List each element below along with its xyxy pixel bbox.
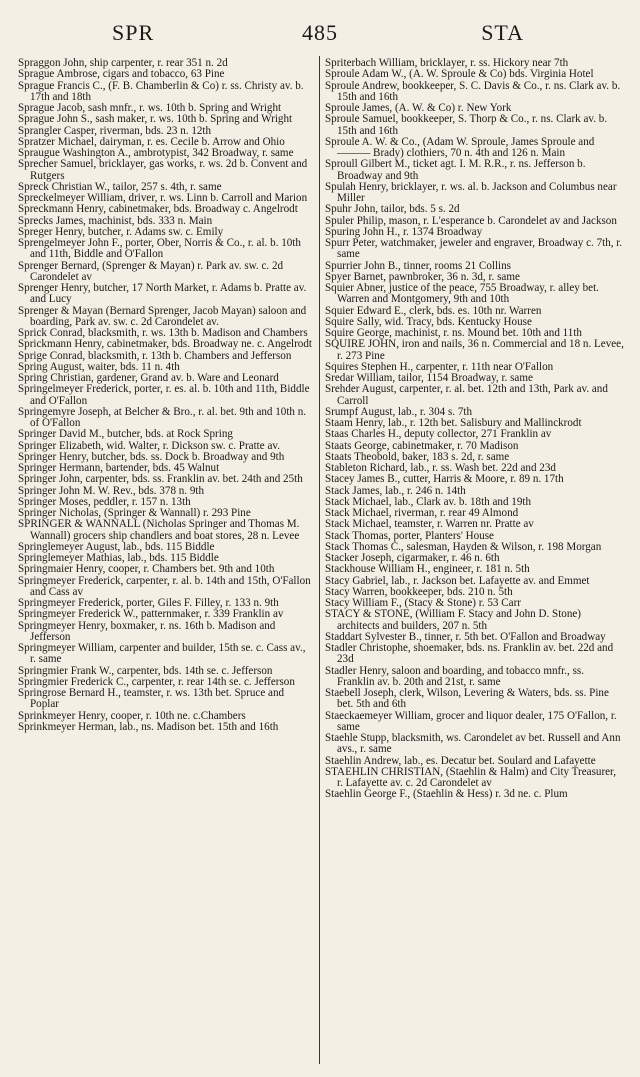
directory-entry: Springelmeyer Frederick, porter, r. es. al. b. 10th and 11th, Biddle and O'Fallon [18, 383, 310, 407]
directory-entry: SPRINGER & WANNALL (Nicholas Springer and Thomas M. Wannall) grocers ship chandlers and boat stores, 28 n. Levee [18, 518, 300, 542]
directory-entry: Spuler Philip, mason, r. L'esperance b. Carondelet av and Jackson [325, 214, 617, 227]
directory-entry: Squires Stephen H., carpenter, r. 11th near O'Fallon [325, 360, 554, 373]
directory-entry: Spriterbach William, bricklayer, r. ss. Hickory near 7th [325, 58, 569, 69]
directory-entry: Springer Hermann, bartender, bds. 45 Walnut [18, 462, 220, 474]
directory-entry: Stack Michael, riverman, r. rear 49 Almond [325, 507, 519, 519]
directory-entry: Staam Henry, lab., r. 12th bet. Salisbury and Mallinckrodt [325, 417, 582, 429]
directory-entry: Springlemeyer Mathias, lab., bds. 115 Biddle [18, 552, 219, 564]
directory-entry: Spraggon John, ship carpenter, r. rear 351 n. 2d [18, 58, 228, 69]
directory-entry: STAEHLIN CHRISTIAN, (Staehlin & Halm) and City Treasurer, r. Lafayette av. c. 2d Carondelet av [325, 765, 617, 789]
directory-entry: Stack Thomas C., salesman, Hayden & Wilson, r. 198 Morgan [325, 540, 602, 553]
directory-entry: Springer Henry, butcher, bds. ss. Dock b. Broadway and 9th [18, 450, 285, 463]
directory-entry: Sprecher Samuel, bricklayer, gas works, r. ws. 2d b. Convent and Rutgers [18, 158, 308, 182]
directory-entry: Sprinkmeyer Herman, lab., ns. Madison bet. 15th and 16th [18, 720, 279, 733]
directory-entry: Spreck Christian W., tailor, 257 s. 4th, r. same [18, 180, 222, 193]
directory-entry: Spreckelmeyer William, driver, r. ws. Linn b. Carroll and Marion [18, 192, 308, 204]
directory-entry: Sprague Francis C., (F. B. Chamberlin & Co) r. ss. Christy av. b. 17th and 18th [18, 79, 304, 103]
directory-entry: Sprenger Henry, butcher, 17 North Market, r. Adams b. Pratte av. and Lucy [18, 282, 307, 306]
directory-entry: Stacey James B., cutter, Harris & Moore, r. 89 n. 17th [325, 473, 564, 486]
directory-entry: SQUIRE JOHN, iron and nails, 36 n. Commercial and 18 n. Levee, r. 273 Pine [325, 338, 624, 362]
directory-entry: Springer John M. W. Rev., bds. 378 n. 9th [18, 484, 205, 497]
directory-entry: Sproule Samuel, bookkeeper, S. Thorp & Co., r. ns. Clark av. b. 15th and 16th [325, 113, 608, 137]
directory-entry: Srehder August, carpenter, r. al. bet. 12th and 13th, Park av. and Carroll [325, 383, 608, 407]
directory-entry: Stack Michael, teamster, r. Warren nr. Pratte av [325, 518, 534, 531]
directory-entry: Sproule James, (A. W. & Co) r. New York [325, 102, 512, 114]
directory-entry: Springer Moses, peddler, r. 157 n. 13th [18, 495, 191, 508]
directory-entry: Sprenger & Mayan (Bernard Sprenger, Jacob Mayan) saloon and boarding, Park av. sw. c. 2d Carondelet av. [18, 304, 307, 328]
header-right-guide: STA [481, 20, 524, 45]
directory-entry: Springmeyer William, carpenter and builder, 15th se. c. Cass av., r. same [18, 642, 306, 666]
directory-entry: Stack Michael, lab., Clark av. b. 18th and 19th [325, 495, 532, 508]
directory-entry: Squire George, machinist, r. ns. Mound bet. 10th and 11th [325, 327, 582, 339]
directory-entry: Staeckaemeyer William, grocer and liquor dealer, 175 O'Fallon, r. same [325, 709, 617, 733]
left-column [18, 58, 313, 1063]
directory-entry: Springlemeyer August, lab., bds. 115 Biddle [18, 540, 215, 553]
directory-entry: Stack James, lab., r. 246 n. 14th [325, 484, 466, 497]
directory-entry: Springmier Frederick C., carpenter, r. rear 14th se. c. Jefferson [18, 675, 295, 688]
directory-entry: Srumpf August, lab., r. 304 s. 7th [325, 405, 472, 418]
directory-entry: Springmeyer Frederick, carpenter, r. al. b. 14th and 15th, O'Fallon and Cass av [18, 574, 311, 598]
directory-entry: Springrose Bernard H., teamster, r. ws. 13th bet. Spruce and Poplar [18, 687, 285, 711]
directory-entry: STACY & STONE, (William F. Stacy and John D. Stone) architects and builders, 207 n. 5th [325, 608, 582, 632]
directory-entry: Sprenger Bernard, (Sprenger & Mayan) r. Park av. sw. c. 2d Carondelet av [18, 259, 284, 283]
directory-entry: Staehle Stupp, blacksmith, ws. Carondelet av bet. Russell and Ann avs., r. same [325, 732, 621, 756]
directory-entry: Stack Thomas, porter, Planters' House [325, 529, 494, 542]
directory-entry: Spreckmann Henry, cabinetmaker, bds. Broadway c. Angelrodt [18, 203, 298, 216]
directory-entry: Squire Sally, wid. Tracy, bds. Kentucky House [325, 315, 532, 328]
directory-entry: Springer David M., butcher, bds. at Rock Spring [18, 428, 233, 441]
directory-entry: Staas Charles H., deputy collector, 271 Franklin av [325, 428, 552, 441]
directory-entry: Stacy Warren, bookkeeper, bds. 210 n. 5th [325, 585, 513, 598]
directory-entry: Staehlin George F., (Staehlin & Hess) r. 3d ne. c. Plum [325, 788, 568, 801]
directory-entry: Stacker Joseph, cigarmaker, r. 46 n. 6th [325, 552, 500, 564]
directory-entry: Spring August, waiter, bds. 11 n. 4th [18, 360, 180, 373]
directory-entry: Stacy Gabriel, lab., r. Jackson bet. Lafayette av. and Emmet [325, 574, 590, 587]
directory-entry: Squier Edward E., clerk, bds. es. 10th nr. Warren [325, 304, 542, 317]
directory-entry: Spratzer Michael, dairyman, r. es. Cecile b. Arrow and Ohio [18, 135, 285, 148]
directory-entry: Springemyre Joseph, at Belcher & Bro., r. al. bet. 9th and 10th n. of O'Fallon [18, 405, 307, 429]
directory-entry: Staats Theobold, baker, 183 s. 2d, r. same [325, 450, 510, 463]
directory-entry: Spurrier John B., tinner, rooms 21 Collins [325, 259, 511, 272]
directory-entry: Sprengelmeyer John F., porter, Ober, Norris & Co., r. al. b. 10th and 11th, Biddle and O'Fallon [18, 237, 301, 261]
directory-entry: Sprinkmeyer Henry, cooper, r. 10th ne. c.Chambers [18, 709, 246, 722]
directory-entry: Stableton Richard, lab., r. ss. Wash bet. 22d and 23d [325, 462, 556, 474]
directory-entry: Springmeyer Frederick, porter, Giles F. Filley, r. 133 n. 9th [18, 597, 279, 609]
directory-entry: Sprick Conrad, blacksmith, r. ws. 13th b. Madison and Chambers [18, 327, 308, 339]
directory-entry: Spraugue Washington A., ambrotypist, 342 Broadway, r. same [18, 147, 294, 159]
directory-entry: Stadler Henry, saloon and boarding, and tobacco mnfr., ss. Franklin av. b. 20th and 21st, r. same [325, 664, 584, 688]
directory-entry: Sprague Ambrose, cigars and tobacco, 63 Pine [18, 68, 225, 81]
page-header [0, 20, 640, 50]
directory-entry: Sredar William, tailor, 1154 Broadway, r. same [325, 372, 533, 384]
directory-entry: Staddart Sylvester B., tinner, r. 5th bet. O'Fallon and Broadway [325, 630, 606, 643]
directory-entry: Squier Abner, justice of the peace, 755 Broadway, r. alley bet. Warren and Montgomery, 9th and 10th [325, 282, 599, 306]
directory-entry: Spreger Henry, butcher, r. Adams sw. c. Emily [18, 225, 224, 238]
directory-entry: Sprecks James, machinist, bds. 333 n. Main [18, 214, 213, 227]
directory-entry: Sproule Andrew, bookkeeper, S. C. Davis & Co., r. ns. Clark av. b. 15th and 16th [325, 79, 621, 103]
column-divider [319, 56, 320, 1064]
directory-entry: Sprangler Casper, riverman, bds. 23 n. 12th [18, 124, 212, 137]
directory-entry: Sprickmann Henry, cabinetmaker, bds. Broadway ne. c. Angelrodt [18, 338, 312, 351]
directory-entry: Springmaier Henry, cooper, r. Chambers bet. 9th and 10th [18, 563, 275, 576]
directory-entry: Sprague John S., sash maker, r. ws. 10th b. Spring and Wright [18, 113, 293, 126]
directory-entry: Springer Nicholas, (Springer & Wannall) r. 293 Pine [18, 507, 251, 519]
right-column [325, 58, 624, 1063]
directory-entry: Staebell Joseph, clerk, Wilson, Levering & Waters, bds. ss. Pine bet. 5th and 6th [325, 687, 609, 711]
directory-entry: Staats George, cabinetmaker, r. 70 Madison [325, 439, 519, 452]
directory-entry: Sprige Conrad, blacksmith, r. 13th b. Chambers and Jefferson [18, 349, 292, 362]
directory-entry: Springmeyer Henry, boxmaker, r. ns. 16th b. Madison and Jefferson [18, 619, 276, 643]
directory-entry: Spring Christian, gardener, Grand av. b. Ware and Leonard [18, 372, 279, 384]
directory-entry: Staehlin Andrew, lab., es. Decatur bet. Soulard and Lafayette [325, 754, 596, 767]
directory-entry: Stackhouse William H., engineer, r. 181 n. 5th [325, 563, 530, 576]
directory-entry: Sprague Jacob, sash mnfr., r. ws. 10th b. Spring and Wright [18, 102, 282, 114]
page-number: 485 [302, 20, 338, 45]
directory-entry: Springmier Frank W., carpenter, bds. 14th se. c. Jefferson [18, 664, 273, 677]
directory-entry: Springer John, carpenter, bds. ss. Franklin av. bet. 24th and 25th [18, 473, 303, 486]
directory-entry: Spuhr John, tailor, bds. 5 s. 2d [325, 203, 460, 216]
directory-entry: Stacy William F., (Stacy & Stone) r. 53 Carr [325, 597, 521, 609]
directory-entry: Springer Elizabeth, wid. Walter, r. Dickson sw. c. Pratte av. [18, 439, 280, 452]
directory-entry: Sproule Adam W., (A. W. Sproule & Co) bds. Virginia Hotel [325, 68, 594, 81]
directory-entry: Stadler Christophe, shoemaker, bds. ns. Franklin av. bet. 22d and 23d [325, 642, 614, 666]
directory-entry: Sproule A. W. & Co., (Adam W. Sproule, James Sproule and ——— Brady) clothiers, 70 n. 4th and 126 n. Main [325, 135, 595, 159]
directory-entry: Sproull Gilbert M., ticket agt. I. M. R.R., r. ns. Jefferson b. Broadway and 9th [325, 158, 586, 182]
directory-entry: Spulah Henry, bricklayer, r. ws. al. b. Jackson and Columbus near Miller [325, 180, 617, 204]
directory-entry: Spuring John H., r. 1374 Broadway [325, 225, 483, 238]
directory-entry: Springmeyer Frederick W., patternmaker, r. 339 Franklin av [18, 608, 284, 621]
directory-entry: Spyer Barnet, pawnbroker, 36 n. 3d, r. same [325, 270, 520, 283]
header-left-guide: SPR [112, 20, 155, 45]
directory-entry: Spurr Peter, watchmaker, jeweler and engraver, Broadway c. 7th, r. same [325, 237, 623, 261]
